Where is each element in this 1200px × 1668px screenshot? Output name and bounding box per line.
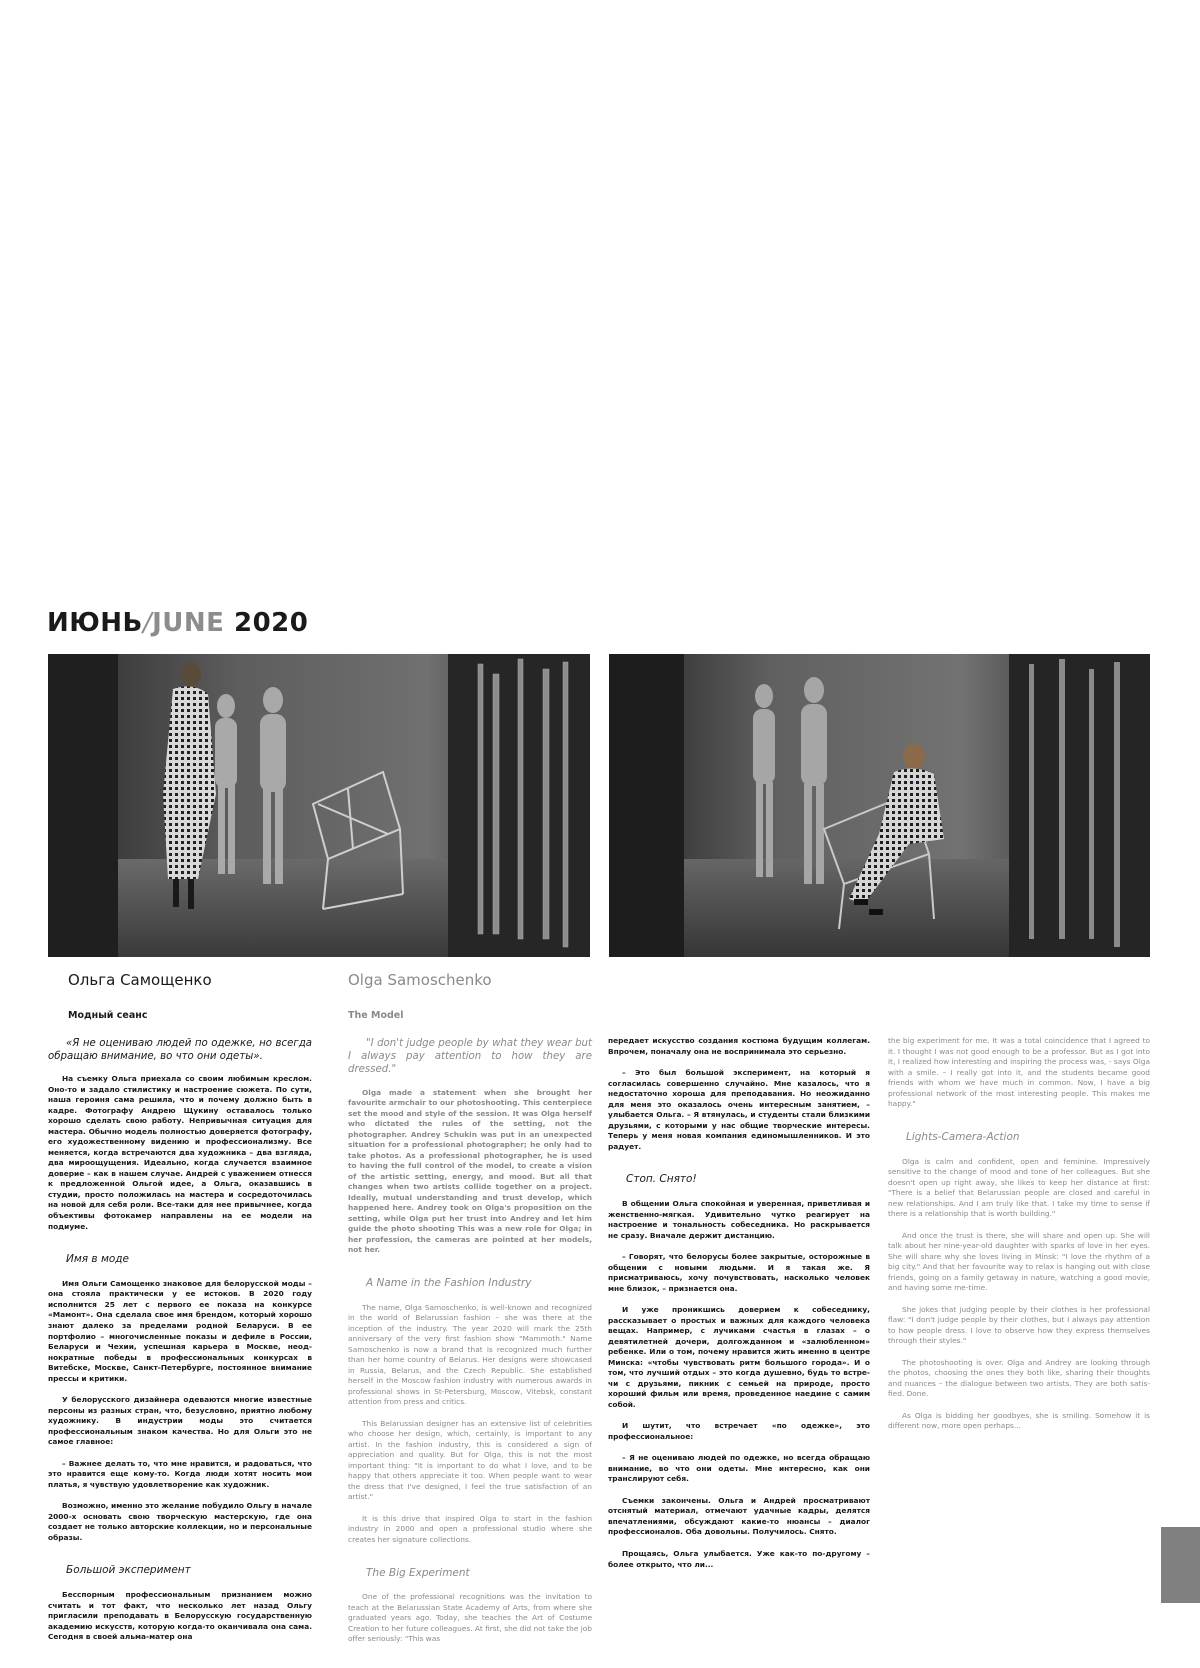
paragraph: – Это был большой эксперимент, на который я согласилась совершенно случайно. Мне казалось, что я недостаточно хороша для преподавания. Но неожиданно для меня это оказалось очень интересным занятием, – улыбается Ольга. – Я втянулась, и студенты стали близкими друзьями, с которыми у нас общие творческие интересы. Теперь у меня новая компания единомышленников. И это радует. (608, 1068, 870, 1151)
issue-date-heading (47, 608, 308, 638)
column-en-1 (348, 970, 592, 1656)
month-separator: / (142, 608, 153, 638)
paragraph: И уже проникшись доверием к собеседнику, рассказывает о простых и важных для каждого человека вещах. Например, с лучиками счастья в глазах – о девятилетней дочери, долгожданном и «залюбленном» ребенке. Или о том, почему нравится жить именно в центре Минска: «чтобы чувствовать ритм большого города». И о том, что лучший отдых – это когда душевно, будь то встречи с друзьями, пикник с семьей на природе, просто хороший фильм или время, проведенное наедине с самим собой. (608, 1305, 870, 1409)
author-name-ru: Ольга Самощенко (68, 971, 212, 989)
subheading: Большой эксперимент (66, 1564, 191, 1577)
page-edge-tab (1161, 1527, 1200, 1603)
paragraph: It is this drive that inspired Olga to start in the fashion industry in 2000 and open a professional studio where she creates her signature collections. (348, 1513, 592, 1544)
paragraph: У белорусского дизайнера одеваются многие известные персоны из разных стран, что, безусловно, приятно любому художнику. В индустрии моды это считается профессиональным знаком качества. Но для Ольги это не самое главное: (48, 1395, 312, 1447)
pull-quote-en: "I don't judge people by what they wear but I always pay attention to how they are dressed." (348, 1037, 592, 1076)
column-ru-1 (48, 970, 312, 1654)
subheading: Имя в моде (66, 1253, 130, 1266)
section-title-en: The Model (348, 1010, 404, 1022)
paragraph: This Belarussian designer has an extensive list of celebrities who choose her design, which, certainly, is important to any artist. In the fashion industry, this is considered a sign of appreciation and quality. But for Olga, this is not the most important thing: "It is important to do what I love, and to be happy that others appreciate it too. When people want to wear the dress that I've designed, I feel the true satisfaction of an artist." (348, 1418, 592, 1502)
column-ru-2 (608, 1036, 870, 1581)
subheading: A Name in the Fashion Industry (366, 1276, 532, 1289)
paragraph: And once the trust is there, she will share and open up. She will talk about her nine-year-old daughter with sparks of love in her eyes. She will share why she loves living in Minsk: "I love the rhythm of a big city." And that her favourite way to relax is hanging out with close friends, going on a family getaway in nature, watching a good movie, and having some me-time. (888, 1230, 1150, 1293)
paragraph: Бесспорным профессиональным признанием можно считать и тот факт, что несколько лет назад Ольгу пригласили преподавать в Белорусскую государственную академию искусств, которую когда-то оканчивала она сама. Сегодня в своей альма-матер она (48, 1590, 312, 1642)
section-title-ru: Модный сеанс (68, 1010, 148, 1022)
column-en-2 (888, 1036, 1150, 1443)
paragraph: передает искусство создания костюма будущим коллегам. Впрочем, поначалу она не воспринимала это серьезно. (608, 1036, 870, 1056)
paragraph: И шутит, что встречает «по одежке», это профессиональное: (608, 1421, 870, 1441)
photo-walking (48, 654, 590, 957)
year: 2020 (234, 608, 309, 638)
subheading: Lights-Camera-Action (906, 1130, 1020, 1143)
paragraph: Имя Ольги Самощенко знаковое для белорусской моды – она стояла практически у ее истоков. В 2020 году исполнится 25 лет с первого ее показа на конкурсе «Мамонт». Она сделала свое имя брендом, который хорошо знают далеко за пределами родной Беларуси. В ее портфолио – многочисленные показы и дефиле в России, Беларуси и Чехии, успешная карьера в Москве, неоднократные победы в профессиональных конкурсах в Витебске, Москве, Санкт-Петербурге, постоянное внимание прессы и критики. (48, 1278, 312, 1383)
month-en: JUNE (152, 608, 225, 638)
paragraph: She jokes that judging people by their clothes is her professional flaw: "I don't judge people by their clothes, but I always pay attention to how people dress. I love to observe how they express themselves through their styles." (888, 1304, 1150, 1346)
pull-quote-ru: «Я не оцениваю людей по одежке, но всегда обращаю внимание, во что они одеты». (48, 1037, 312, 1063)
paragraph: The name, Olga Samoschenko, is well-known and recognized in the world of Belarussian fashion – she was there at the inception of the industry. The year 2020 will mark the 25th anniversary of the very first fashion show "Mammoth." Name Samoschenko is now a brand that is recognized much further than her home country of Belarus. Her designs were showcased in Russia, Belarus, and the Czech Republic. She established herself in the Moscow fashion industry with numerous awards in professional shows in St-Petersburg, Moscow, Vitebsk, constant attention from press and critics. (348, 1302, 592, 1407)
author-name-en: Olga Samoschenko (348, 971, 492, 989)
paragraph: – Я не оцениваю людей по одежке, но всегда обращаю внимание, во что они одеты. Мне интересно, как они транслируют себя. (608, 1453, 870, 1484)
paragraph: Возможно, именно это желание побудило Ольгу в начале 2000-х основать свою творческую мастерскую, где она создает не только авторские коллекции, но и персональные образы. (48, 1501, 312, 1542)
paragraph: В общении Ольга спокойная и уверенная, приветливая и женственно-мягкая. Удивительно чутко реагирует на настроение и тональность собеседника. Но раскрывается не сразу. Вначале держит дистанцию. (608, 1199, 870, 1240)
paragraph: На съемку Ольга приехала со своим любимым креслом. Оно-то и задало стилистику и настроение сюжета. По сути, наша героиня сама решила, что и почему должно быть в кадре. Фотографу Андрею Щукину оставалось только хорошо сделать свою работу. Непривычная ситуация для мастера. Обычно модель полностью доверяется фотографу, его художественному видению и профессионализму. Все меняется, когда встречаются два художника – два взгляда, два мироощущения. Идеально, когда случается взаимное доверие – как в нашем случае. Андрей с уважением отнесся к предложенной Ольгой идее, а Ольга, оказавшись в студии, просто положилась на мастера и сосредоточилась на новой для себя роли. Все-таки для нее привычнее, когда объективы фотокамер направлены на ее модели на подиуме. (48, 1074, 312, 1231)
subheading: Стоп. Снято! (626, 1173, 697, 1186)
subheading: The Big Experiment (366, 1566, 470, 1579)
paragraph: Съемки закончены. Ольга и Андрей просматривают отснятый материал, отмечают удачные кадры, делятся впечатлениями, обсуждают какие-то нюансы – диалог профессионалов. Оба довольны. Получилось. Снято. (608, 1495, 870, 1537)
paragraph: As Olga is bidding her goodbyes, she is smiling. Somehow it is different now, more open perhaps... (888, 1410, 1150, 1431)
month-ru: ИЮНЬ (47, 608, 143, 638)
paragraph: Прощаясь, Ольга улыбается. Уже как-то по-другому – более открыто, что ли... (608, 1548, 870, 1569)
paragraph: Olga made a statement when she brought her favourite armchair to our photoshooting. This centerpiece set the mood and style of the session. It was Olga herself who dictated the rules of the setting, not the photographer. Andrey Schukin was put in an unexpected situation for a professional photographer; he only had to take photos. As a professional photographer, he is used to having the full control of the model, to create a vision of the artistic setting, energy, and mood. But all that changes when two artists collide together on a project. Ideally, mutual understanding and trust develop, which happened here. Andrey took on Olga's proposition on the setting, while Olga put her trust into Andrey and let him guide the photo shooting This was a new role for Olga; in her profession, the cameras are pointed at her models, not her. (348, 1087, 592, 1255)
paragraph: The photoshooting is over. Olga and Andrey are looking through the photos, choosing the ones they both like, sharing their thoughts and nuances – the dialogue between two artists. They are both satisfied. Done. (888, 1357, 1150, 1399)
paragraph: – Говорят, что белорусы более закрытые, осторожные в общении с новыми людьми. И я такая же. Я присматриваюсь, хочу почувствовать, насколько человек мне близок, – признается она. (608, 1252, 870, 1293)
paragraph: One of the professional recognitions was the invitation to teach at the Belarussian State Academy of Arts, from where she graduated years ago. Today, she teaches the Art of Costume Creation to her future colleagues. At first, she did not take the job offer seriously: "This was (348, 1592, 592, 1644)
paragraph: the big experiment for me. It was a total coincidence that I agreed to it. I thought I was not good enough to be a professor. But as I got into it, I realized how interesting and inspiring the process was, - says Olga with a smile. – I really got into it, and the students became good friends with whom we have much in common. Now, I have a big professional network of the most interesting people. This makes me happy." (888, 1036, 1150, 1109)
paragraph: – Важнее делать то, что мне нравится, и радоваться, что это нравится еще кому-то. Когда люди хотят носить мои платья, я чувствую удовлетворение как художник. (48, 1458, 312, 1489)
photo-seated (609, 654, 1150, 957)
paragraph: Olga is calm and confident, open and feminine. Impressively sensitive to the change of mood and tone of her colleagues. But she doesn't open up right away, she likes to keep her distance at first: "There is a belief that Belarussian people are closed and careful in new relationships. And I am truly like that. I take my time to sense if there is a relationship that is worth building." (888, 1156, 1150, 1219)
